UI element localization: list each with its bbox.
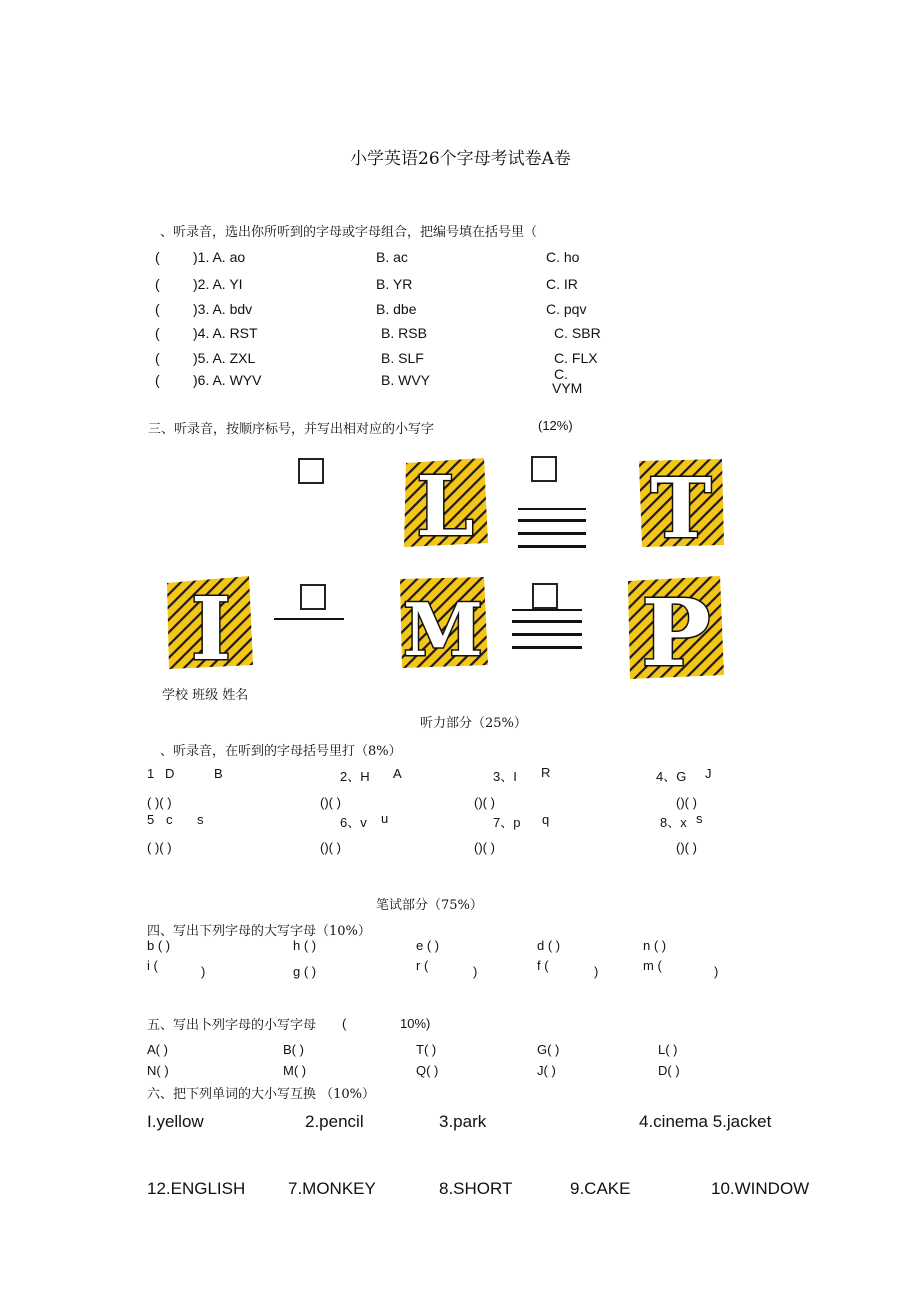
written-part-label: 笔试部分（75%） xyxy=(376,898,483,913)
s5-r1-5[interactable]: L( ) xyxy=(658,1042,678,1057)
s4-r1-1[interactable]: b ( ) xyxy=(147,938,171,953)
s1-row6-a: )6. A. WYV xyxy=(193,372,262,388)
s5-r1-3[interactable]: T( ) xyxy=(416,1042,437,1057)
s5-r1-4[interactable]: G( ) xyxy=(537,1042,560,1057)
s1-row3-c: C. pqv xyxy=(546,301,587,317)
s2-r2-num4: 8、x xyxy=(660,815,687,830)
s2-r2-parens3[interactable]: ()( ) xyxy=(474,840,495,855)
s1-row3-paren: ( xyxy=(155,301,160,317)
s4-r1-3[interactable]: e ( ) xyxy=(416,938,440,953)
s4-r2-3a[interactable]: r ( xyxy=(416,958,429,973)
s2-r2-parens4[interactable]: ()( ) xyxy=(676,840,697,855)
writing-line-1d xyxy=(518,545,586,548)
s4-r2-1a[interactable]: i ( xyxy=(147,958,158,973)
s1-row6-c: C. xyxy=(554,366,568,382)
s1-row2-b: B. YR xyxy=(376,276,413,292)
s4-r2-3b: ) xyxy=(473,964,478,979)
s1-row4-b: B. RSB xyxy=(381,325,427,341)
letter-tile-P xyxy=(624,573,726,687)
s1-row2-paren: ( xyxy=(155,276,160,292)
writing-line-1a xyxy=(518,508,586,510)
s1-row1-paren: ( xyxy=(155,249,160,265)
s5-r2-3[interactable]: Q( ) xyxy=(416,1063,439,1078)
s2-r2-parens2[interactable]: ()( ) xyxy=(320,840,341,855)
s1-row5-c: C. FLX xyxy=(554,350,598,366)
s1-row1-c: C. ho xyxy=(546,249,580,265)
letter-tile-T xyxy=(636,455,726,557)
section2-heading: 、听录音，在听到的字母括号里打（8%） xyxy=(160,744,402,759)
letter-tile-L xyxy=(400,455,490,555)
s1-row6-paren: ( xyxy=(155,372,160,388)
page-title: 小学英语26个字母考试卷A卷 xyxy=(350,149,571,169)
s2-r2-parens1[interactable]: ( )( ) xyxy=(147,840,172,855)
s6-r1-4: 4.cinema 5.jacket xyxy=(639,1112,772,1131)
s1-row4-paren: ( xyxy=(155,325,160,341)
letter-P: P xyxy=(641,579,711,687)
s6-r2-5: 10.WINDOW xyxy=(711,1179,810,1198)
section5-score: 10%) xyxy=(400,1016,431,1031)
s2-r2-num1: 5 xyxy=(147,812,155,827)
section1-heading: 、听录音，选出你所听到的字母或字母组合，把编号填在括号里（ xyxy=(160,225,538,240)
s2-r1-y1: B xyxy=(214,766,223,781)
s4-r1-2[interactable]: h ( ) xyxy=(293,938,317,953)
s2-r1-x4: J xyxy=(705,766,712,781)
s2-r2-num3: 7、p xyxy=(493,815,521,830)
s2-r1-num2: 2、H xyxy=(340,769,370,784)
answer-box-2[interactable] xyxy=(531,456,557,482)
s1-row2-a: )2. A. YI xyxy=(193,276,243,292)
writing-line-3c xyxy=(512,633,582,636)
s1-row1-b: B. ac xyxy=(376,249,408,265)
s1-row6-b: B. WVY xyxy=(381,372,431,388)
listening-part-label: 听力部分（25%） xyxy=(420,716,527,731)
s1-row3-b: B. dbe xyxy=(376,301,417,317)
s2-r2-x1: c xyxy=(166,812,173,827)
s2-r1-parens1[interactable]: ( )( ) xyxy=(147,795,172,810)
writing-line-2 xyxy=(274,618,344,620)
s5-r2-1[interactable]: N( ) xyxy=(147,1063,169,1078)
s5-r1-1[interactable]: A( ) xyxy=(147,1042,168,1057)
letter-tile-M xyxy=(396,573,491,671)
writing-line-1b xyxy=(518,519,586,522)
section4-heading: 四、写出下列字母的大写字母（10%） xyxy=(147,924,371,939)
section3-heading: 三、听录音，按顺序标号，并写出相对应的小写字 xyxy=(148,422,435,437)
writing-line-3a xyxy=(512,609,582,611)
s2-r2-x3: q xyxy=(542,812,550,827)
section6-heading: 六、把下列单词的大小写互换 （10%） xyxy=(147,1087,376,1102)
answer-box-1[interactable] xyxy=(298,458,324,484)
s1-row5-paren: ( xyxy=(155,350,160,366)
s2-r1-parens2[interactable]: ()( ) xyxy=(320,795,341,810)
s5-r2-2[interactable]: M( ) xyxy=(283,1063,307,1078)
writing-line-3b xyxy=(512,620,582,623)
s1-row5-a: )5. A. ZXL xyxy=(193,350,256,366)
section3-score: (12%) xyxy=(538,418,573,433)
s5-r2-5[interactable]: D( ) xyxy=(658,1063,680,1078)
letter-T: T xyxy=(650,461,712,557)
s2-r2-num2: 6、v xyxy=(340,815,367,830)
s1-row4-c: C. SBR xyxy=(554,325,601,341)
letter-I: I xyxy=(190,579,232,680)
letter-tile-I xyxy=(163,573,255,680)
s4-r2-2[interactable]: g ( ) xyxy=(293,964,317,979)
s2-r1-x3: R xyxy=(541,765,551,780)
section5-paren: ( xyxy=(342,1016,347,1031)
s6-r1-2: 2.pencil xyxy=(305,1112,364,1131)
letter-M: M xyxy=(403,587,483,672)
s4-r2-4a[interactable]: f ( xyxy=(537,958,549,973)
s2-r1-parens3[interactable]: ()( ) xyxy=(474,795,495,810)
s6-r1-1: I.yellow xyxy=(147,1112,204,1131)
s2-r1-num3: 3、I xyxy=(493,769,517,784)
s2-r2-x4: s xyxy=(696,811,703,826)
s2-r1-parens4[interactable]: ()( ) xyxy=(676,795,697,810)
answer-box-4[interactable] xyxy=(532,583,558,609)
s4-r2-1b: ) xyxy=(201,964,206,979)
s6-r1-3: 3.park xyxy=(439,1112,487,1131)
s4-r2-5a[interactable]: m ( xyxy=(643,958,662,973)
s1-row1-a: )1. A. ao xyxy=(193,249,246,265)
s5-r1-2[interactable]: B( ) xyxy=(283,1042,304,1057)
writing-line-3d xyxy=(512,646,582,649)
s1-row6-c-clipped xyxy=(552,380,592,396)
s2-r2-y1: s xyxy=(197,812,204,827)
s1-row6-c2: VYM xyxy=(552,380,583,396)
s6-r2-3: 8.SHORT xyxy=(439,1179,513,1198)
s6-r2-4: 9.CAKE xyxy=(570,1179,631,1198)
section5-heading: 五、写出卜列字母的小写字母 xyxy=(147,1018,317,1033)
letter-L: L xyxy=(416,459,474,555)
s2-r2-x2: u xyxy=(381,811,389,826)
school-class-name-line: 学校 班级 姓名 xyxy=(162,688,249,703)
s1-row3-a: )3. A. bdv xyxy=(193,301,253,317)
s2-r1-num4: 4、G xyxy=(656,769,687,784)
s2-r1-x1: D xyxy=(165,766,175,781)
s6-r2-2: 7.MONKEY xyxy=(288,1179,376,1198)
s6-r2-1: 12.ENGLISH xyxy=(147,1179,246,1198)
s1-row4-a: )4. A. RST xyxy=(193,325,258,341)
s4-r1-4[interactable]: d ( ) xyxy=(537,938,561,953)
s1-row5-b: B. SLF xyxy=(381,350,424,366)
s4-r2-4b: ) xyxy=(594,964,599,979)
answer-box-3[interactable] xyxy=(300,584,326,610)
s2-r1-x2: A xyxy=(393,766,402,781)
s5-r2-4[interactable]: J( ) xyxy=(537,1063,556,1078)
s2-r1-num1: 1 xyxy=(147,766,155,781)
s4-r1-5[interactable]: n ( ) xyxy=(643,938,667,953)
s4-r2-5b: ) xyxy=(714,964,719,979)
s1-row2-c: C. IR xyxy=(546,276,578,292)
writing-line-1c xyxy=(518,532,586,535)
